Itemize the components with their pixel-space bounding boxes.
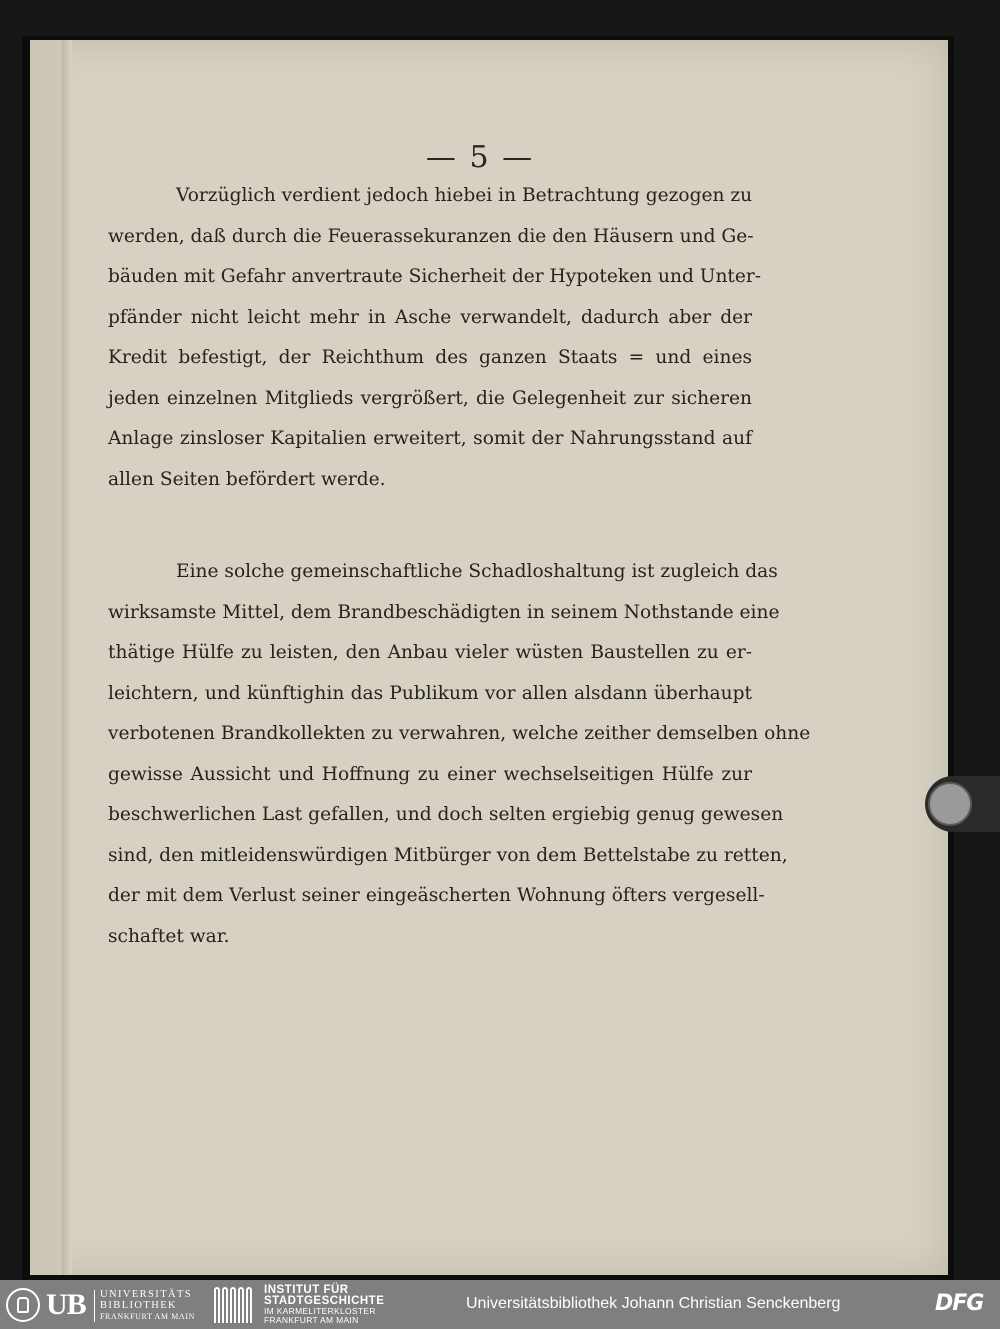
text-line: Anlage zinsloser Kapitalien erweitert, somit der Nahrungsstand auf: [108, 428, 752, 449]
text-line: thätige Hülfe zu leisten, den Anbau vieler wüsten Baustellen zu er-: [108, 642, 752, 663]
text-line: sind, den mitleidenswürdigen Mitbürger von dem Bettelstabe zu retten,: [108, 844, 788, 866]
page-number: — 5 —: [425, 140, 535, 175]
isg-line-4: FRANKFURT AM MAIN: [264, 1315, 359, 1325]
text-line: schaftet war.: [108, 925, 230, 947]
text-line: Vorzüglich verdient jedoch hiebei in Betrachtung gezogen zu: [176, 185, 753, 206]
dfg-logo[interactable]: DFG: [935, 1291, 984, 1316]
ub-seal-icon: [6, 1288, 40, 1322]
text-line: Eine solche gemeinschaftliche Schadloshaltung ist zugleich das: [176, 561, 778, 582]
text-line: gewisse Aussicht und Hoffnung zu einer wechselseitigen Hülfe zur: [108, 763, 752, 785]
text-line: leichtern, und künftighin das Publikum vor allen alsdann überhaupt: [108, 682, 752, 704]
ub-line-2: BIBLIOTHEK: [100, 1300, 177, 1311]
paragraph-1: [108, 176, 762, 500]
isg-line-2: STADTGESCHICHTE: [264, 1295, 385, 1307]
text-line: pfänder nicht leicht mehr in Asche verwandelt, dadurch aber der: [108, 306, 752, 328]
text-line: bäuden mit Gefahr anvertraute Sicherheit der Hypoteken und Unter-: [108, 266, 762, 287]
page-binding-strip: [30, 40, 62, 1275]
ub-logo[interactable]: [6, 1286, 202, 1324]
text-line: Kredit befestigt, der Reichthum des ganzen Staats = und eines: [108, 347, 752, 368]
page-turn-knob-icon[interactable]: [928, 782, 972, 826]
footer-bar: [0, 1280, 1000, 1329]
ub-divider: [94, 1290, 95, 1322]
text-line: verbotenen Brandkollekten zu verwahren, welche zeither demselben ohne: [108, 723, 811, 744]
paragraph-2: [108, 552, 811, 957]
ub-wordmark: [100, 1289, 195, 1322]
text-line: allen Seiten befördert werde.: [108, 468, 386, 490]
library-name-link[interactable]: Universitätsbibliothek Johann Christian Senckenberg: [466, 1295, 841, 1312]
isg-line-1: INSTITUT FÜR: [264, 1284, 349, 1296]
isg-logo[interactable]: [214, 1285, 404, 1325]
ub-letters: UB: [46, 1288, 86, 1321]
ub-line-1: UNIVERSITÄTS: [100, 1289, 193, 1300]
text-line: beschwerlichen Last gefallen, und doch selten ergiebig genug gewesen: [108, 804, 784, 825]
isg-line-3: IM KARMELITERKLOSTER: [264, 1306, 376, 1316]
text-line: der mit dem Verlust seiner eingeäscherten Wohnung öfters vergesell-: [108, 885, 765, 906]
isg-arches-icon: [214, 1285, 254, 1325]
ub-line-3: FRANKFURT AM MAIN: [100, 1312, 195, 1321]
text-line: jeden einzelnen Mitglieds vergrößert, die Gelegenheit zur sicheren: [108, 387, 752, 409]
isg-wordmark: [264, 1285, 384, 1325]
page-spine-edge: [62, 40, 72, 1275]
text-line: werden, daß durch die Feuerassekuranzen die den Häusern und Ge-: [108, 225, 754, 247]
text-line: wirksamste Mittel, dem Brandbeschädigten in seinem Nothstande eine: [108, 601, 780, 623]
